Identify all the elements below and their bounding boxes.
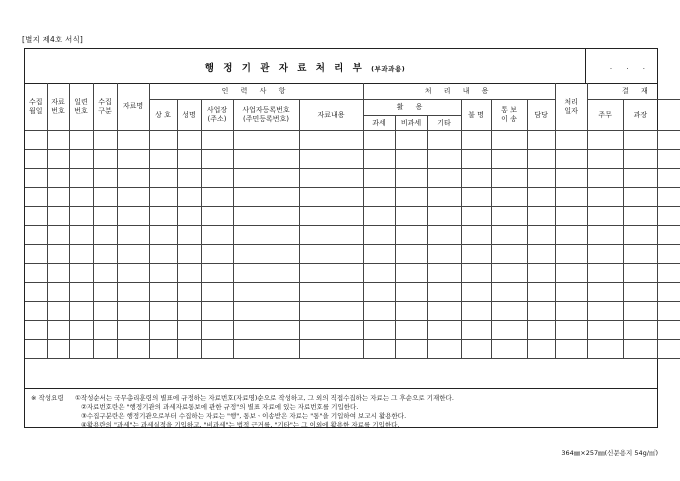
table-cell[interactable]	[93, 264, 117, 283]
table-cell[interactable]	[461, 283, 491, 302]
header-personnel-group: 인 력 사 항	[149, 83, 363, 100]
table-cell[interactable]	[69, 245, 93, 264]
table-cell[interactable]	[395, 131, 427, 150]
table-cell[interactable]	[299, 169, 363, 188]
table-cell[interactable]	[233, 245, 299, 264]
table-cell[interactable]	[149, 207, 177, 226]
table-cell[interactable]	[427, 169, 461, 188]
table-cell[interactable]	[623, 302, 657, 321]
table-cell[interactable]	[527, 188, 555, 207]
paper-size-note: 364㎜×257㎜(신문용지 54g/㎡)	[561, 449, 658, 457]
table-cell[interactable]	[299, 131, 363, 150]
table-cell[interactable]	[177, 207, 201, 226]
table-cell[interactable]	[93, 169, 117, 188]
table-cell[interactable]	[177, 340, 201, 359]
table-cell[interactable]	[201, 150, 233, 169]
table-cell[interactable]	[233, 264, 299, 283]
table-cell[interactable]	[657, 226, 680, 245]
table-cell[interactable]	[491, 131, 527, 150]
table-cell[interactable]	[587, 245, 623, 264]
table-cell[interactable]	[527, 264, 555, 283]
table-cell[interactable]	[177, 264, 201, 283]
table-cell[interactable]	[623, 321, 657, 340]
table-cell[interactable]	[117, 321, 149, 340]
table-cell[interactable]	[177, 188, 201, 207]
table-cell[interactable]	[25, 150, 47, 169]
table-cell[interactable]	[69, 340, 93, 359]
table-cell[interactable]	[491, 245, 527, 264]
instruction-item: ①작성순서는 국무총리훈령의 별표에 규정하는 자료번호(자료명)순으로 작성하고, 그 외의 직접수집하는 자료는 그 후순으로 기재한다.	[75, 394, 454, 402]
table-cell[interactable]	[93, 207, 117, 226]
form-number-label: [별지 제4호 서식]	[22, 35, 84, 44]
table-cell[interactable]	[149, 264, 177, 283]
table-cell[interactable]	[657, 169, 680, 188]
date-cell[interactable]	[585, 49, 657, 83]
table-cell[interactable]	[117, 264, 149, 283]
table-cell[interactable]	[491, 169, 527, 188]
table-cell[interactable]	[555, 207, 587, 226]
table-cell[interactable]	[587, 283, 623, 302]
table-cell[interactable]	[93, 283, 117, 302]
table-cell[interactable]	[299, 207, 363, 226]
table-cell[interactable]	[555, 226, 587, 245]
table-cell[interactable]	[117, 207, 149, 226]
table-cell[interactable]	[201, 207, 233, 226]
table-cell[interactable]	[149, 150, 177, 169]
table-cell[interactable]	[427, 302, 461, 321]
table-cell[interactable]	[555, 321, 587, 340]
table-cell[interactable]	[587, 321, 623, 340]
table-cell[interactable]	[491, 283, 527, 302]
table-cell[interactable]	[623, 245, 657, 264]
table-cell[interactable]	[363, 321, 395, 340]
table-row	[25, 283, 680, 302]
table-cell[interactable]	[587, 169, 623, 188]
table-cell[interactable]	[233, 188, 299, 207]
table-cell[interactable]	[657, 321, 680, 340]
table-cell[interactable]	[201, 302, 233, 321]
table-cell[interactable]	[623, 340, 657, 359]
table-cell[interactable]	[363, 302, 395, 321]
table-cell[interactable]	[491, 264, 527, 283]
table-row	[25, 226, 680, 245]
table-cell[interactable]	[117, 226, 149, 245]
table-cell[interactable]	[201, 169, 233, 188]
table-cell[interactable]	[25, 131, 47, 150]
table-cell[interactable]	[47, 169, 69, 188]
table-cell[interactable]	[149, 226, 177, 245]
table-cell[interactable]	[461, 150, 491, 169]
table-cell[interactable]	[427, 321, 461, 340]
header-business-place: 사업장 (주소)	[201, 100, 233, 131]
table-cell[interactable]	[587, 131, 623, 150]
table-cell[interactable]	[69, 226, 93, 245]
table-cell[interactable]	[427, 245, 461, 264]
table-cell[interactable]	[233, 226, 299, 245]
table-cell[interactable]	[233, 150, 299, 169]
table-cell[interactable]	[177, 150, 201, 169]
table-cell[interactable]	[201, 131, 233, 150]
record-sheet	[24, 48, 658, 428]
table-cell[interactable]	[117, 340, 149, 359]
table-cell[interactable]	[491, 188, 527, 207]
table-cell[interactable]	[201, 264, 233, 283]
table-cell[interactable]	[149, 302, 177, 321]
instruction-item: ③수집구분란은 행정기관으로부터 수집하는 자료는 "행", 통보ㆍ이송받은 자료는 "통"을 기입하여 보고시 활용한다.	[81, 412, 407, 420]
header-registration-number: 사업자등록번호 (주민등록번호)	[233, 100, 299, 131]
table-cell[interactable]	[657, 340, 680, 359]
header-serial-number: 일련 번호	[69, 83, 93, 131]
table-cell[interactable]	[177, 302, 201, 321]
table-cell[interactable]	[93, 188, 117, 207]
table-cell[interactable]	[69, 302, 93, 321]
table-cell[interactable]	[555, 340, 587, 359]
table-cell[interactable]	[201, 321, 233, 340]
table-cell[interactable]	[461, 207, 491, 226]
header-chief: 주무	[587, 100, 623, 131]
table-cell[interactable]	[47, 302, 69, 321]
header-manager: 과장	[623, 100, 657, 131]
table-cell[interactable]	[177, 169, 201, 188]
table-cell[interactable]	[427, 188, 461, 207]
table-cell[interactable]	[427, 340, 461, 359]
table-cell[interactable]	[527, 131, 555, 150]
table-cell[interactable]	[233, 131, 299, 150]
table-cell[interactable]	[47, 283, 69, 302]
table-cell[interactable]	[587, 340, 623, 359]
table-cell[interactable]	[623, 150, 657, 169]
table-cell[interactable]	[461, 226, 491, 245]
table-cell[interactable]	[527, 226, 555, 245]
table-cell[interactable]	[117, 245, 149, 264]
table-cell[interactable]	[47, 264, 69, 283]
table-cell[interactable]	[47, 150, 69, 169]
table-cell[interactable]	[657, 283, 680, 302]
table-cell[interactable]	[555, 245, 587, 264]
table-cell[interactable]	[177, 283, 201, 302]
table-cell[interactable]	[527, 302, 555, 321]
table-cell[interactable]	[93, 340, 117, 359]
table-cell[interactable]	[461, 188, 491, 207]
table-cell[interactable]	[395, 264, 427, 283]
table-cell[interactable]	[363, 245, 395, 264]
table-cell[interactable]	[623, 226, 657, 245]
table-cell[interactable]	[527, 245, 555, 264]
table-row	[25, 131, 680, 150]
table-row	[25, 302, 680, 321]
table-cell[interactable]	[555, 302, 587, 321]
instructions-lead: ※ 작성요령	[31, 394, 64, 402]
table-cell[interactable]	[149, 131, 177, 150]
table-cell[interactable]	[587, 207, 623, 226]
table-cell[interactable]	[587, 302, 623, 321]
table-cell[interactable]	[25, 340, 47, 359]
table-cell[interactable]	[491, 150, 527, 169]
form-title-subtitle: (부과과용)	[371, 65, 406, 73]
table-cell[interactable]	[117, 150, 149, 169]
table-cell[interactable]	[363, 150, 395, 169]
table-row	[25, 245, 680, 264]
table-cell[interactable]	[299, 226, 363, 245]
instruction-item: ④활용란의 "과세"는 과세실적을 기입하고, "비과세"는 법적 근거를, "기타"는 그 이외에 활용한 자료를 기입한다.	[81, 421, 400, 429]
table-cell[interactable]	[657, 264, 680, 283]
table-cell[interactable]	[587, 264, 623, 283]
table-cell[interactable]	[623, 131, 657, 150]
table-cell[interactable]	[299, 264, 363, 283]
header-processing-date: 처리 일자	[555, 83, 587, 131]
table-cell[interactable]	[395, 283, 427, 302]
table-cell[interactable]	[395, 169, 427, 188]
table-cell[interactable]	[177, 131, 201, 150]
table-cell[interactable]	[25, 226, 47, 245]
table-cell[interactable]	[427, 283, 461, 302]
table-cell[interactable]	[395, 207, 427, 226]
header-taxation: 과세	[363, 116, 395, 131]
header-other: 기타	[427, 116, 461, 131]
table-cell[interactable]	[149, 245, 177, 264]
table-cell[interactable]	[25, 321, 47, 340]
table-cell[interactable]	[623, 188, 657, 207]
table-cell[interactable]	[25, 283, 47, 302]
table-cell[interactable]	[363, 207, 395, 226]
title-bar	[25, 49, 657, 84]
table-cell[interactable]	[47, 245, 69, 264]
table-cell[interactable]	[555, 150, 587, 169]
table-cell[interactable]	[201, 245, 233, 264]
table-row	[25, 150, 680, 169]
table-cell[interactable]	[93, 302, 117, 321]
table-cell[interactable]	[657, 245, 680, 264]
table-cell[interactable]	[461, 340, 491, 359]
table-cell[interactable]	[363, 264, 395, 283]
table-cell[interactable]	[427, 150, 461, 169]
table-cell[interactable]	[117, 302, 149, 321]
table-cell[interactable]	[587, 188, 623, 207]
table-cell[interactable]	[299, 340, 363, 359]
table-cell[interactable]	[587, 226, 623, 245]
table-cell[interactable]	[47, 207, 69, 226]
table-cell[interactable]	[93, 321, 117, 340]
table-cell[interactable]	[461, 321, 491, 340]
table-row	[25, 207, 680, 226]
table-row	[25, 169, 680, 188]
table-cell[interactable]	[117, 283, 149, 302]
table-cell[interactable]	[363, 226, 395, 245]
table-cell[interactable]	[47, 188, 69, 207]
header-unused: 불 명	[461, 100, 491, 131]
header-staff: 담당	[527, 100, 555, 131]
header-data-content: 자료내용	[299, 100, 363, 131]
header-trade-name: 상 호	[149, 100, 177, 131]
header-data-number: 자료 번호	[47, 83, 69, 131]
table-cell[interactable]	[299, 245, 363, 264]
form-title-text: 행 정 기 관 자 료 처 리 부	[204, 63, 365, 74]
table-cell[interactable]	[427, 131, 461, 150]
table-row	[25, 188, 680, 207]
header-person-name: 성명	[177, 100, 201, 131]
table-cell[interactable]	[491, 207, 527, 226]
table-cell[interactable]	[623, 169, 657, 188]
table-cell[interactable]	[69, 207, 93, 226]
table-cell[interactable]	[299, 302, 363, 321]
table-cell[interactable]	[233, 340, 299, 359]
table-cell[interactable]	[69, 321, 93, 340]
table-cell[interactable]	[555, 169, 587, 188]
table-cell[interactable]	[427, 264, 461, 283]
table-cell[interactable]	[25, 245, 47, 264]
table-cell[interactable]	[299, 283, 363, 302]
table-cell[interactable]	[25, 169, 47, 188]
table-cell[interactable]	[427, 226, 461, 245]
table-cell[interactable]	[149, 188, 177, 207]
table-cell[interactable]	[555, 131, 587, 150]
table-cell[interactable]	[233, 207, 299, 226]
table-cell[interactable]	[623, 283, 657, 302]
table-cell[interactable]	[461, 264, 491, 283]
table-cell[interactable]	[623, 207, 657, 226]
header-collection-date: 수집 월일	[25, 83, 47, 131]
table-cell[interactable]	[233, 169, 299, 188]
table-cell[interactable]	[93, 226, 117, 245]
table-cell[interactable]	[117, 188, 149, 207]
table-cell[interactable]	[657, 207, 680, 226]
table-cell[interactable]	[461, 169, 491, 188]
header-notify-transfer: 통 보 이 송	[491, 100, 527, 131]
table-cell[interactable]	[527, 283, 555, 302]
table-cell[interactable]	[69, 283, 93, 302]
table-cell[interactable]	[395, 150, 427, 169]
table-cell[interactable]	[201, 188, 233, 207]
table-cell[interactable]	[395, 340, 427, 359]
table-cell[interactable]	[363, 188, 395, 207]
table-cell[interactable]	[395, 302, 427, 321]
table-cell[interactable]	[363, 283, 395, 302]
table-cell[interactable]	[149, 321, 177, 340]
table-cell[interactable]	[623, 264, 657, 283]
table-cell[interactable]	[69, 264, 93, 283]
table-cell[interactable]	[527, 207, 555, 226]
table-cell[interactable]	[657, 188, 680, 207]
table-cell[interactable]	[69, 131, 93, 150]
table-cell[interactable]	[93, 245, 117, 264]
table-cell[interactable]	[93, 131, 117, 150]
table-cell[interactable]	[149, 169, 177, 188]
table-cell[interactable]	[25, 207, 47, 226]
table-cell[interactable]	[25, 302, 47, 321]
table-cell[interactable]	[461, 131, 491, 150]
table-cell[interactable]	[555, 188, 587, 207]
table-cell[interactable]	[233, 321, 299, 340]
table-cell[interactable]	[47, 226, 69, 245]
table-cell[interactable]	[149, 340, 177, 359]
table-cell[interactable]	[527, 321, 555, 340]
table-cell[interactable]	[177, 226, 201, 245]
table-cell[interactable]	[47, 340, 69, 359]
table-cell[interactable]	[177, 321, 201, 340]
table-cell[interactable]	[527, 169, 555, 188]
table-cell[interactable]	[93, 150, 117, 169]
table-cell[interactable]	[395, 321, 427, 340]
header-approval-group: 결 재	[587, 83, 680, 100]
table-cell[interactable]	[233, 302, 299, 321]
table-row	[25, 340, 680, 359]
table-cell[interactable]	[363, 340, 395, 359]
table-cell[interactable]	[117, 169, 149, 188]
table-cell[interactable]	[201, 283, 233, 302]
table-cell[interactable]	[47, 321, 69, 340]
table-cell[interactable]	[461, 245, 491, 264]
table-cell[interactable]	[69, 150, 93, 169]
table-cell[interactable]	[201, 340, 233, 359]
header-processing-group: 처 리 내 용	[363, 83, 555, 100]
table-cell[interactable]	[657, 150, 680, 169]
table-cell[interactable]	[47, 131, 69, 150]
table-cell[interactable]	[527, 150, 555, 169]
table-cell[interactable]	[233, 283, 299, 302]
table-cell[interactable]	[395, 188, 427, 207]
table-cell[interactable]	[555, 264, 587, 283]
form-title	[25, 60, 585, 74]
table-cell[interactable]	[299, 150, 363, 169]
table-cell[interactable]	[363, 169, 395, 188]
table-cell[interactable]	[491, 226, 527, 245]
table-cell[interactable]	[117, 131, 149, 150]
table-cell[interactable]	[491, 340, 527, 359]
table-cell[interactable]	[149, 283, 177, 302]
table-cell[interactable]	[299, 188, 363, 207]
table-cell[interactable]	[555, 283, 587, 302]
table-cell[interactable]	[657, 131, 680, 150]
date-placeholder: . . .	[609, 63, 651, 71]
table-cell[interactable]	[395, 226, 427, 245]
table-cell[interactable]	[25, 188, 47, 207]
header-utilization-group: 활 용	[363, 100, 461, 116]
table-cell[interactable]	[491, 302, 527, 321]
processing-table	[25, 83, 680, 359]
table-cell[interactable]	[363, 131, 395, 150]
table-row	[25, 321, 680, 340]
table-row	[25, 264, 680, 283]
table-cell[interactable]	[427, 207, 461, 226]
table-cell[interactable]	[177, 245, 201, 264]
table-cell[interactable]	[461, 302, 491, 321]
header-data-name: 자료명	[117, 83, 149, 131]
table-cell[interactable]	[587, 150, 623, 169]
table-cell[interactable]	[395, 245, 427, 264]
table-cell[interactable]	[69, 169, 93, 188]
table-cell[interactable]	[491, 321, 527, 340]
table-cell[interactable]	[69, 188, 93, 207]
table-cell[interactable]	[201, 226, 233, 245]
table-cell[interactable]	[657, 302, 680, 321]
instructions	[25, 388, 657, 429]
table-cell[interactable]	[299, 321, 363, 340]
table-cell[interactable]	[527, 340, 555, 359]
header-non-taxation: 비과세	[395, 116, 427, 131]
table-cell[interactable]	[25, 264, 47, 283]
instruction-item: ②자료번호란은 "행정기관의 과세자료통보에 관한 규정"의 별표 자료에 있는 자료번호를 기입한다.	[81, 403, 359, 411]
header-collection-type: 수집 구분	[93, 83, 117, 131]
